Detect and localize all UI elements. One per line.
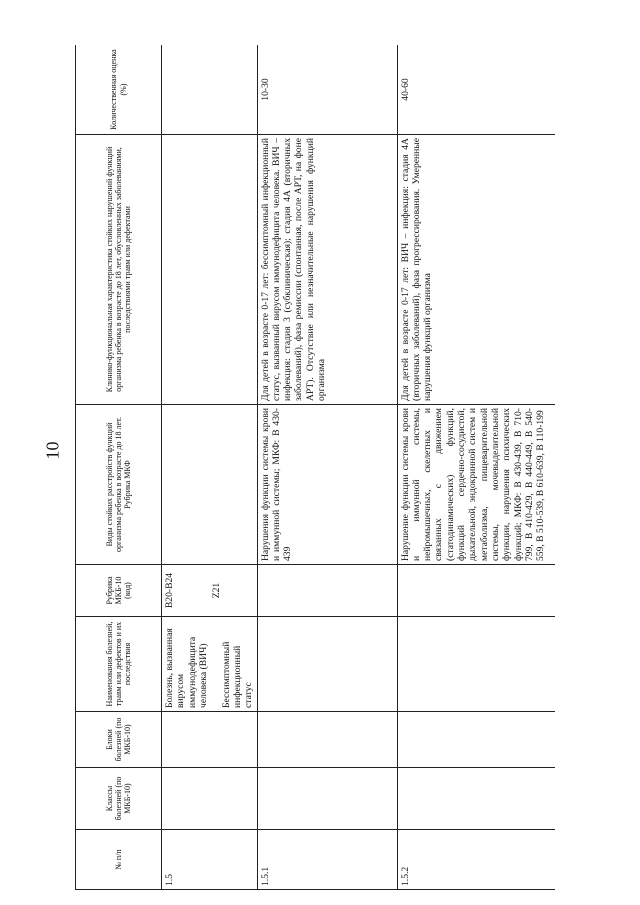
cell-codes: [257, 565, 397, 617]
table-row: [162, 45, 258, 890]
cell-blocks: [257, 712, 397, 768]
table-viewport: [75, 45, 555, 890]
cell-characteristic: [162, 135, 258, 405]
header-functions: Виды стойких расстройств функций организма ребенка в возрасте до 18 лет. Рубрика МКФ: [76, 405, 162, 565]
cell-num: 1.5.1: [257, 830, 397, 890]
cell-functions: Нарушения функции системы крови и иммунной системы; МКФ: B 430-439: [257, 405, 397, 565]
cell-codes: [162, 565, 258, 617]
cell-assessment: 40-60: [397, 45, 555, 135]
cell-classes: [397, 768, 555, 830]
header-classes: Классы болезней (по МКБ-10): [76, 768, 162, 830]
rotated-page: [75, 45, 555, 890]
cell-assessment: [162, 45, 258, 135]
header-codes: Рубрика МКБ-10 (код): [76, 565, 162, 617]
code-z21: Z21: [211, 582, 223, 599]
cell-names: [397, 617, 555, 712]
cell-codes: [397, 565, 555, 617]
cell-classes: [257, 768, 397, 830]
header-assessment: Количественная оценка (%): [76, 45, 162, 135]
cell-names: [257, 617, 397, 712]
disease-table: [75, 45, 555, 890]
cell-characteristic: Для детей в возрасте 0-17 лет: бессимптомный инфекционный статус, вызванный вирусом иммунодефицита человека. ВИЧ – инфекция: стадия 3 (субклиническая); стадия 4А (вторичных заболеваний), фаза ремиссии (спонтанная, после АРТ, на фоне АРТ). Отсутствие или незначительные нарушения функций организма: [257, 135, 397, 405]
cell-blocks: [397, 712, 555, 768]
header-names: Наименования болезней, травм или дефектов и их последствия: [76, 617, 162, 712]
table-row: [397, 45, 555, 890]
table-header-row: [76, 45, 162, 890]
header-characteristic: Клинико-функциональная характеристика стойких нарушений функций организма ребенка в возрасте до 18 лет, обусловленных заболеваниями, последствиями травм или дефектами: [76, 135, 162, 405]
header-num: № п/п: [76, 830, 162, 890]
code-b20-b24: B20-B24: [164, 572, 175, 609]
cell-num: 1.5: [162, 830, 258, 890]
cell-functions: Нарушение функции системы крови и иммунной системы, нейромышечных, скелетных и связанных с движением (статодинамических) функций, функций сердечно-сосудистой, дыхательной, эндокринной систем и метаболизма, пищеварительной системы, мочевыделительной функции, нарушения психических функций; МКФ: B 430-439, B 710-799, B 410-429, B 440-449, B 540-559, B 510-539, B 610-639, B 110-199: [397, 405, 555, 565]
cell-functions: [162, 405, 258, 565]
cell-blocks: [162, 712, 258, 768]
cell-characteristic: Для детей в возрасте 0-17 лет: ВИЧ – инфекция: стадия 4А (вторичных заболеваний), фаза прогрессирования. Умеренные нарушения функций организма: [397, 135, 555, 405]
table-row: [257, 45, 397, 890]
header-blocks: Блоки болезней (по МКБ-10): [76, 712, 162, 768]
cell-classes: [162, 768, 258, 830]
cell-assessment: 10-30: [257, 45, 397, 135]
cell-num: 1.5.2: [397, 830, 555, 890]
page-number: 10: [42, 441, 63, 460]
cell-names: Болезнь, вызванная вирусом иммунодефицита человека (ВИЧ) Бессимптомный инфекционный статус: [162, 617, 258, 712]
